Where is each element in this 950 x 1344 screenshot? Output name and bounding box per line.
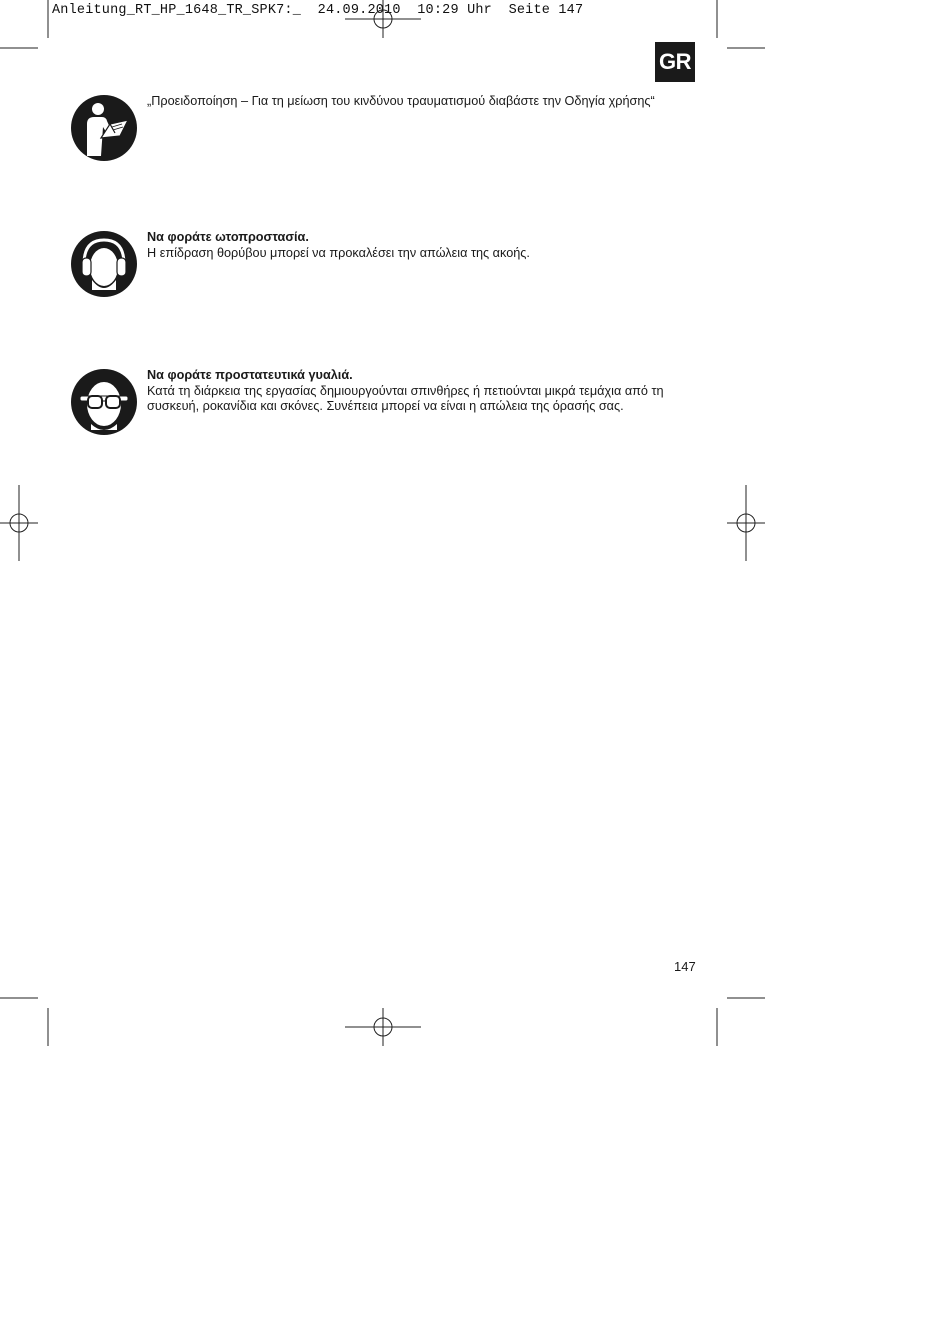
ear-protection-icon [70, 230, 138, 298]
notice-body: Κατά τη διάρκεια της εργασίας δημιουργούνται σπινθήρες ή πετιούνται μικρά τεμάχια από τη συσκευή, ροκανίδια και σκόνες. Συνέπεια μπορεί να είναι η απώλεια της όρασής σας. [147, 383, 664, 413]
eye-protection-icon [70, 368, 138, 436]
notice-body: Η επίδραση θορύβου μπορεί να προκαλέσει την απώλεια της ακοής. [147, 245, 530, 260]
notice-title: Να φοράτε ωτοπροστασία. [147, 230, 309, 244]
registration-mark-top [345, 0, 421, 38]
page-number: 147 [674, 959, 696, 974]
language-badge: GR [655, 42, 695, 82]
print-slug-line: Anleitung_RT_HP_1648_TR_SPK7:_ 24.09.2010 10:29 Uhr Seite 147 [52, 3, 584, 18]
read-manual-icon [70, 94, 138, 162]
registration-mark-right [727, 485, 765, 561]
notice-body: „Προειδοποίηση – Για τη μείωση του κινδύνου τραυματισμού διαβάστε την Οδηγία χρήσης“ [147, 94, 655, 108]
notice-title: Να φοράτε προστατευτικά γυαλιά. [147, 368, 353, 382]
registration-mark-bottom [345, 1008, 421, 1046]
registration-mark-left [0, 485, 38, 561]
